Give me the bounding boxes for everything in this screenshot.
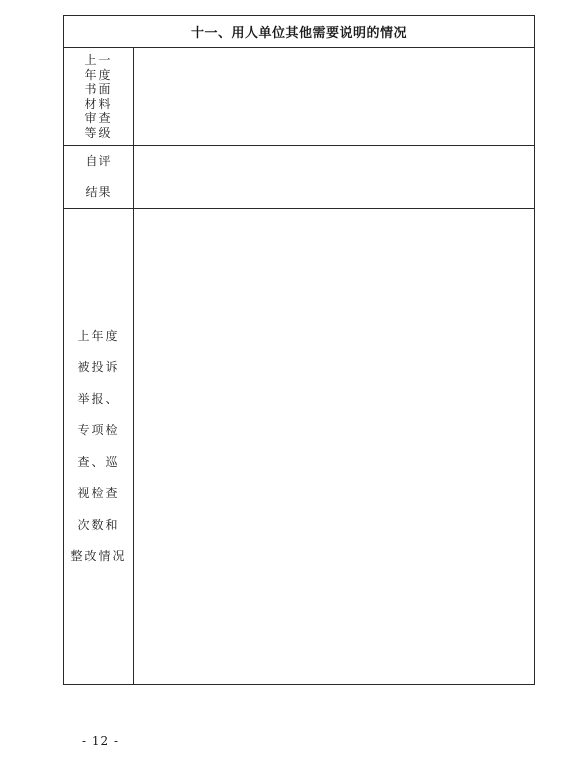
row-label-line: 举报、 <box>77 391 120 406</box>
row-label-complaints-inspections <box>64 209 134 684</box>
row-label-line: 上一 <box>84 53 113 67</box>
row-label-line: 视检查 <box>77 486 120 500</box>
row-label-self-evaluation <box>64 146 134 208</box>
table-row-complaints-inspections <box>64 209 534 684</box>
row-value-self-evaluation[interactable] <box>134 146 534 208</box>
row-label-line: 等级 <box>84 125 113 140</box>
row-label-line: 结果 <box>85 185 112 199</box>
row-value-complaints-inspections[interactable] <box>134 209 534 684</box>
row-label-line: 自评 <box>85 154 112 168</box>
row-label-line: 查、巡 <box>77 454 120 469</box>
row-label-line: 被投诉 <box>77 360 120 374</box>
row-label-line: 审查 <box>84 111 113 125</box>
row-label-line: 次数和 <box>77 517 120 532</box>
row-value-review-grade[interactable] <box>134 48 534 145</box>
row-label-line: 上年度 <box>77 328 120 343</box>
row-label-line: 书面 <box>84 82 113 96</box>
table-row-review-grade <box>64 48 534 146</box>
table-title: 十一、用人单位其他需要说明的情况 <box>64 16 534 48</box>
row-label-line: 整改情况 <box>70 549 127 563</box>
form-table <box>63 15 535 685</box>
row-label-line: 专项检 <box>77 423 120 437</box>
row-label-line: 年度 <box>84 67 113 82</box>
table-row-self-evaluation <box>64 146 534 209</box>
row-label-review-grade <box>64 48 134 145</box>
row-label-line: 材料 <box>84 96 113 111</box>
page-number: - 12 - <box>82 734 120 748</box>
